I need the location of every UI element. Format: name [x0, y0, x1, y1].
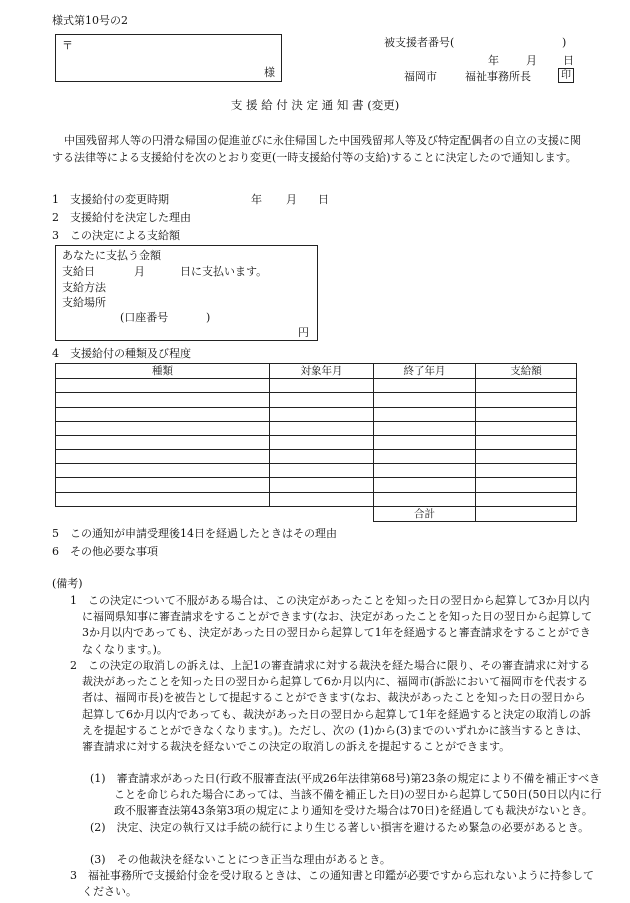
table-cell: [374, 478, 476, 492]
method-label: 支給方法: [62, 281, 106, 294]
addressee-suffix: 様: [264, 66, 275, 79]
table-cell: [56, 379, 270, 393]
table-cell: [476, 478, 577, 492]
item-5-label: 5 この通知が申請受理後14日を経過したときはその理由: [52, 527, 337, 540]
item-1-label: 1 支援給付の変更時期: [52, 193, 169, 206]
table-body: [56, 379, 577, 522]
header-end: 終了年月: [374, 364, 476, 379]
recipient-number-close: ): [562, 36, 567, 49]
table-cell: [56, 464, 270, 478]
payment-box: [55, 245, 318, 341]
total-amount: [476, 506, 577, 521]
table-cell: [270, 421, 374, 435]
item-2-label: 2 支援給付を決定した理由: [52, 211, 191, 224]
table-row: [56, 450, 577, 464]
notes-heading: (備考): [52, 577, 83, 590]
table-cell: [374, 435, 476, 449]
item-3-label: 3 この決定による支給額: [52, 229, 180, 242]
table-cell: [476, 464, 577, 478]
table-cell: [476, 435, 577, 449]
header-type: 種類: [56, 364, 270, 379]
table-row: [56, 478, 577, 492]
amount-label: あなたに支払う金額: [62, 249, 161, 262]
table-cell: [56, 407, 270, 421]
table-cell: [270, 478, 374, 492]
note-2-sub-3: (3) その他裁決を経ないことにつき正当な理由があるとき。: [90, 853, 391, 866]
table-cell: [374, 379, 476, 393]
issue-month: 月: [526, 54, 537, 67]
form-number: 様式第10号の2: [52, 14, 128, 27]
table-cell: [476, 450, 577, 464]
table-cell: [270, 464, 374, 478]
table-row: [56, 379, 577, 393]
addressee-box: [55, 34, 282, 82]
table-cell: [270, 407, 374, 421]
place-label: 支給場所: [62, 296, 106, 309]
pay-date-month: 月: [134, 265, 145, 278]
table-cell: [56, 393, 270, 407]
table-cell: [476, 492, 577, 506]
table-cell: [270, 435, 374, 449]
table-row: [56, 492, 577, 506]
note-3: 3 福祉事務所で支援給付金を受け取るときは、この通知書と印鑑が必要ですから忘れないように持参してください。: [70, 869, 594, 899]
document-title: 支 援 給 付 決 定 通 知 書 (変更): [230, 98, 400, 112]
table-cell: [270, 393, 374, 407]
table-cell: [56, 450, 270, 464]
table-row: [56, 435, 577, 449]
note-2-sub-2: (2) 決定、決定の執行又は手続の続行により生じる著しい損害を避けるため緊急の必要があるとき。: [90, 821, 590, 834]
table-cell: [374, 464, 476, 478]
account-label: (口座番号: [120, 311, 169, 324]
table-cell: [56, 478, 270, 492]
header-start: 対象年月: [270, 364, 374, 379]
table-cell: [374, 407, 476, 421]
table-cell: [56, 421, 270, 435]
seal-mark: [558, 68, 574, 83]
total-spacer: [56, 506, 374, 521]
yen-unit: 円: [298, 326, 309, 339]
table-cell: [476, 421, 577, 435]
table-cell: [476, 407, 577, 421]
intro-paragraph: 中国残留邦人等の円滑な帰国の促進並びに永住帰国した中国残留邦人等及び特定配偶者の自立の支援に関する法律等による支援給付を次のとおり変更(一時支援給付等の支給)することに決定したので通知します。: [52, 134, 581, 164]
table-cell: [270, 379, 374, 393]
table-row: [56, 407, 577, 421]
item-4-label: 4 支援給付の種類及び程度: [52, 347, 191, 360]
table-cell: [374, 421, 476, 435]
note-2: 2 この決定の取消しの訴えは、上記1の審査請求に対する裁決を経た場合に限り、その審査請求に対する裁決があったことを知った日の翌日から起算して6か月以内に、福岡市(訴訟において福岡市を代表する者は、福岡市長)を被告として提起することができます(なお、裁決があったことを知った日の翌日から起算して6か月以内であっても、裁決があった日の翌日から起算して1年を経過すると決定の取消しの訴えを提起することができなくなります。)。ただし、次の (1)から(3)までのいずれかに該当するときは、審査請求に対する裁決を経ないでこの決定の取消しの訴えを提起することができます。: [70, 659, 591, 754]
item-1-year: 年: [251, 193, 262, 206]
issue-day: 日: [563, 54, 574, 67]
postal-mark: 〒: [62, 39, 73, 52]
pay-date-label: 支給日: [62, 265, 95, 278]
table-row: [56, 464, 577, 478]
table-cell: [56, 435, 270, 449]
table-cell: [374, 492, 476, 506]
table-cell: [374, 450, 476, 464]
table-header-row: [56, 364, 577, 379]
table-cell: [374, 393, 476, 407]
note-1: 1 この決定について不服がある場合は、この決定があったことを知った日の翌日から起算して3か月以内に福岡県知事に審査請求をすることができます(なお、決定があったことを知った日の翌日から起算して3か月以内であっても、決定があった日の翌日から起算して1年を経過すると審査請求をすることができなくなります。)。: [70, 594, 593, 656]
account-close: ): [206, 311, 211, 324]
item-1-month: 月: [286, 193, 297, 206]
issue-year: 年: [488, 54, 499, 67]
seal-label: 印: [558, 68, 574, 83]
issuer-city: 福岡市: [404, 70, 437, 83]
item-6-label: 6 その他必要な事項: [52, 545, 158, 558]
recipient-number-label: 被支援者番号(: [384, 36, 455, 49]
table-cell: [476, 393, 577, 407]
table-cell: [270, 450, 374, 464]
table-cell: [270, 492, 374, 506]
issuer-office: 福祉事務所長: [465, 70, 531, 83]
table-row: [56, 421, 577, 435]
benefit-table: [55, 363, 577, 522]
table-row: [56, 393, 577, 407]
table-cell: [476, 379, 577, 393]
note-2-sub-1: (1) 審査請求があった日(行政不服審査法(平成26年法律第68号)第23条の規定により不備を補正すべきことを命じられた場合にあっては、当該不備を補正した日)の翌日から起算して50日(50日以内に行政不服審査法第43条第3項の規定により通知を受けた場合は70日)を経過しても裁決がないとき。: [90, 772, 602, 818]
header-amount: 支給額: [476, 364, 577, 379]
item-1-day: 日: [318, 193, 329, 206]
pay-date-suffix: 日に支払います。: [180, 265, 268, 278]
table-cell: [56, 492, 270, 506]
table-total-row: [56, 506, 577, 521]
total-label: 合計: [374, 506, 476, 521]
